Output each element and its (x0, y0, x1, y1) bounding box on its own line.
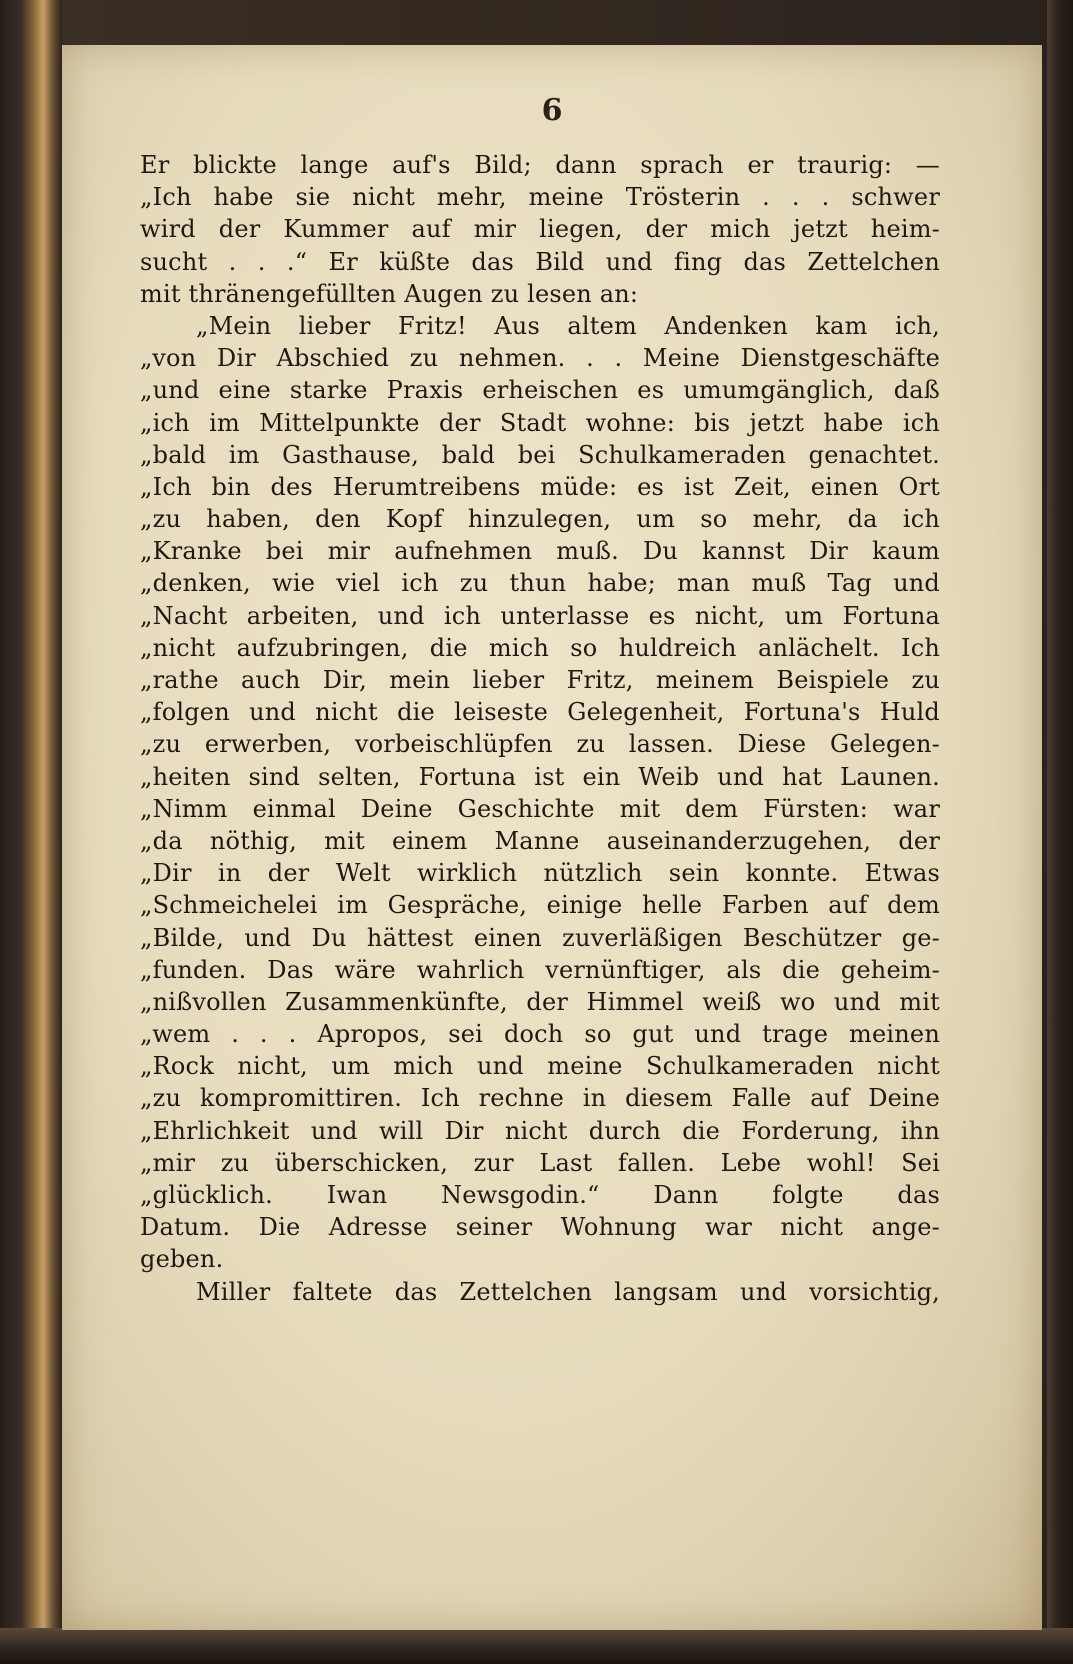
text-line: „ich im Mittelpunkte der Stadt wohne: bis jetzt habe ich (140, 408, 940, 437)
text-line: „wem . . . Apropos, sei doch so gut und trage meinen (140, 1020, 940, 1049)
text-line: „Ich habe sie nicht mehr, meine Trösterin . . . schwer (140, 183, 940, 212)
text-line: „zu erwerben, vorbeischlüpfen zu lassen. Diese Gelegen- (140, 730, 940, 759)
page-number: 6 (541, 93, 563, 128)
text-line: „glücklich. Iwan Newsgodin.“ Dann folgte das (140, 1181, 940, 1209)
text-line: „heiten sind selten, Fortuna ist ein Weib und hat Launen. (140, 762, 940, 791)
text-line: „funden. Das wäre wahrlich vernünftiger, als die geheim- (140, 955, 940, 984)
text-line: „Dir in der Welt wirklich nützlich sein konnte. Etwas (140, 859, 940, 888)
text-line: „mir zu überschicken, zur Last fallen. Lebe wohl! Sei (140, 1148, 940, 1177)
text-line: „Bilde, und Du hättest einen zuverläßigen Beschützer ge- (140, 923, 940, 952)
text-line: „Mein lieber Fritz! Aus altem Andenken kam ich, (196, 311, 940, 340)
text-line: „Kranke bei mir aufnehmen muß. Du kannst Dir kaum (140, 537, 940, 566)
book-cover-edge-bottom (0, 1628, 1073, 1664)
text-line: „von Dir Abschied zu nehmen. . . Meine Dienstgeschäfte (140, 344, 940, 373)
text-line: geben. (140, 1245, 224, 1274)
text-line: wird der Kummer auf mir liegen, der mich jetzt heim- (140, 215, 940, 244)
text-line: „zu haben, den Kopf hinzulegen, um so mehr, da ich (140, 505, 940, 534)
text-line: „nicht aufzubringen, die mich so huldreich anlächelt. Ich (140, 633, 940, 662)
book-page (62, 45, 1042, 1630)
text-line: sucht . . .“ Er küßte das Bild und fing das Zettelchen (140, 247, 940, 276)
text-line: „Ehrlichkeit und will Dir nicht durch die Forderung, ihn (140, 1116, 940, 1145)
text-line: „und eine starke Praxis erheischen es umumgänglich, daß (140, 376, 940, 405)
text-line: „rathe auch Dir, mein lieber Fritz, meinem Beispiele zu (140, 666, 940, 694)
text-line: „Rock nicht, um mich und meine Schulkameraden nicht (140, 1052, 940, 1081)
text-line: „denken, wie viel ich zu thun habe; man muß Tag und (140, 569, 940, 598)
text-line: „da nöthig, mit einem Manne auseinanderzugehen, der (140, 826, 940, 855)
book-binding-edge (0, 0, 62, 1664)
text-line: „Nimm einmal Deine Geschichte mit dem Fürsten: war (140, 794, 940, 823)
text-line: „folgen und nicht die leiseste Gelegenheit, Fortuna's Huld (140, 698, 940, 727)
text-line: Miller faltete das Zettelchen langsam und vorsichtig, (196, 1277, 940, 1306)
text-line: „zu kompromittiren. Ich rechne in diesem Falle auf Deine (140, 1084, 940, 1113)
book-cover-edge-right (1047, 0, 1073, 1664)
text-line: Er blickte lange auf's Bild; dann sprach er traurig: — (140, 151, 940, 179)
text-line: „nißvollen Zusammenkünfte, der Himmel weiß wo und mit (140, 987, 940, 1016)
text-line: Datum. Die Adresse seiner Wohnung war nicht ange- (140, 1213, 940, 1242)
text-line: „Schmeichelei im Gespräche, einige helle Farben auf dem (140, 891, 940, 920)
text-line: „Nacht arbeiten, und ich unterlasse es nicht, um Fortuna (140, 601, 940, 630)
text-line: mit thränengefüllten Augen zu lesen an: (140, 279, 639, 308)
text-line: „bald im Gasthause, bald bei Schulkameraden genachtet. (140, 440, 940, 469)
text-line: „Ich bin des Herumtreibens müde: es ist Zeit, einen Ort (140, 472, 940, 501)
page-text-block (140, 149, 940, 1308)
